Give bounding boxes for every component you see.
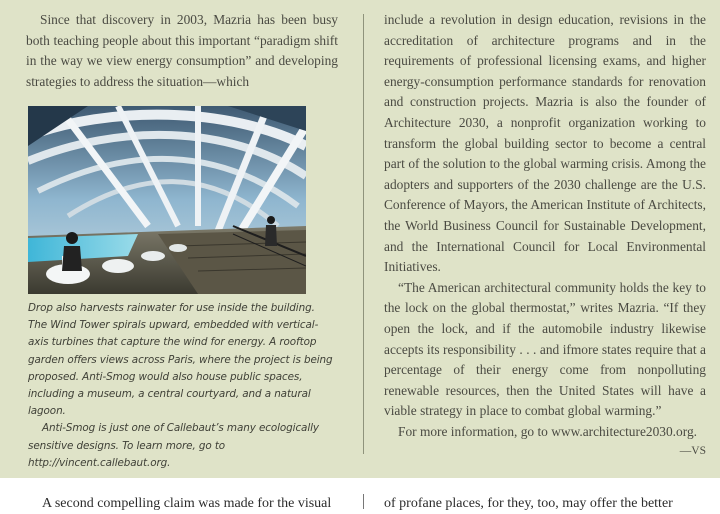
body-text-left-fragment: A second compelling claim was made for the visual [42, 496, 332, 511]
bottom-column-divider [363, 494, 364, 509]
right-paragraph-2: “The American architectural community holds the key to the lock on the global thermostat,” writes Mazria. “If they open the lock, and if the automobile industry likewise accepts its responsibility . . . and ifmore states require that a percentage of their energy come from nonpolluting renewable resources, then the United States will have a viable strategy in place to combat global warming.” [384, 279, 706, 419]
architectural-rendering-photo [28, 106, 306, 294]
right-paragraph-1: include a revolution in design education, revisions in the accreditation of architecture programs and in the requirements of professional licensing exams, and higher energy-consumption performance standards for renovation and construction projects. Mazria is also the founder of Architecture 2030, a nonprofit organization working to transform the global building sector to become a central part of the solution to the global warming crisis. Among the adopters and supporters of the 2030 challenge are the U.S. Conference of Mayors, the American Institute of Architects, the World Business Council for Sustainable Development, and the International Council for Local Environmental Initiatives. [384, 12, 706, 275]
left-column [26, 10, 338, 92]
right-column [384, 10, 706, 460]
right-paragraph-3: For more information, go to www.architecture2030.org. [398, 423, 697, 439]
author-signature: —VS [679, 445, 706, 458]
column-divider [363, 14, 364, 454]
caption-paragraph-2: Anti-Smog is just one of Callebaut’s many ecologically sensitive designs. To learn more, go to http://vincent.callebaut.org. [28, 422, 319, 469]
left-paragraph: Since that discovery in 2003, Mazria has been busy both teaching people about this important “paradigm shift in the way we view energy consumption” and developing strategies to address the situation—which [26, 12, 338, 89]
caption-paragraph-1: Drop also harvests rainwater for use inside the building. The Wind Tower spirals upward, embedded with vertical-axis turbines that capture the wind for energy. A rooftop garden offers views across Paris, where the project is being proposed. Anti-Smog would also house public spaces, including a museum, a central courtyard, and a natural lagoon. [28, 302, 333, 418]
body-text-right-fragment: of profane places, for they, too, may offer the better [384, 496, 673, 511]
photo-caption [28, 300, 334, 472]
